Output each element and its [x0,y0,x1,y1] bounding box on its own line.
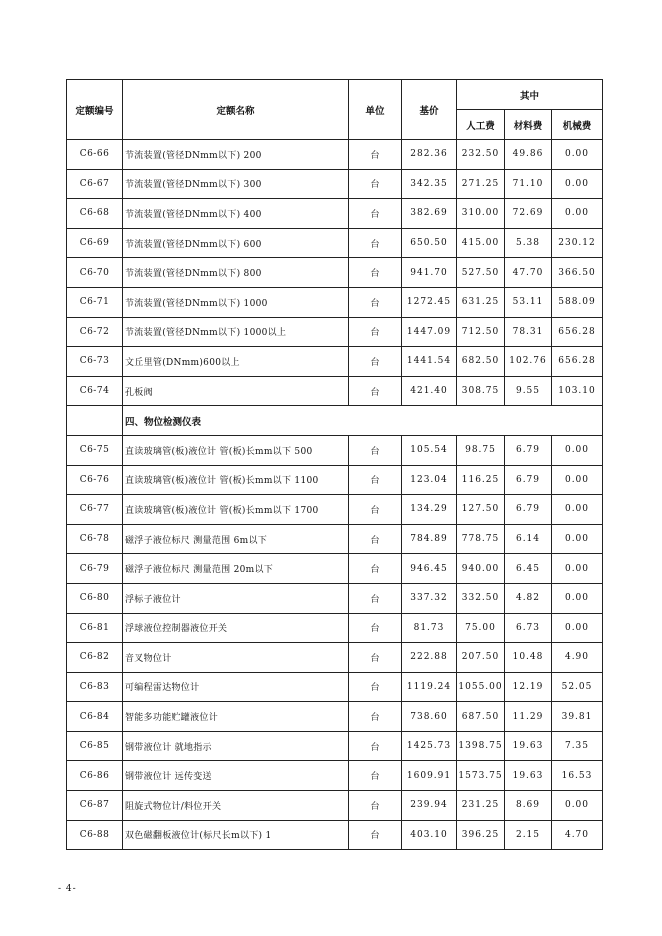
cell-unit: 台 [349,554,402,584]
cell-base-price: 342.35 [402,169,457,199]
cell-machine: 0.00 [552,791,603,821]
cell-labor: 687.50 [457,702,505,732]
cell-labor: 396.25 [457,820,505,850]
cell-code: C6-83 [67,672,123,702]
cell-unit: 台 [349,465,402,495]
cell-name: 节流装置(管径DNmm以下) 300 [123,169,349,199]
cell-unit: 台 [349,702,402,732]
cell-base-price: 123.04 [402,465,457,495]
cell-labor: 332.50 [457,583,505,613]
cell-base-price: 421.40 [402,376,457,406]
table-row [67,287,603,317]
cell-material: 9.55 [505,376,552,406]
cell-machine: 0.00 [552,169,603,199]
cell-code: C6-74 [67,376,123,406]
cell-unit: 台 [349,820,402,850]
cell-unit: 台 [349,169,402,199]
table-row [67,495,603,525]
table-row [67,376,603,406]
cell-name: 节流装置(管径DNmm以下) 1000 [123,287,349,317]
cell-name: 节流装置(管径DNmm以下) 600 [123,228,349,258]
cell-unit: 台 [349,672,402,702]
header-labor: 人工费 [457,110,505,140]
cell-unit: 台 [349,761,402,791]
cell-machine: 0.00 [552,613,603,643]
cell-unit: 台 [349,347,402,377]
cell-code: C6-86 [67,761,123,791]
cell-machine: 230.12 [552,228,603,258]
cell-base-price: 738.60 [402,702,457,732]
cell-labor: 207.50 [457,643,505,673]
cell-material: 5.38 [505,228,552,258]
cell-name: 智能多功能贮罐液位计 [123,702,349,732]
cell-code: C6-77 [67,495,123,525]
cell-code: C6-67 [67,169,123,199]
cell-code: C6-82 [67,643,123,673]
cell-material: 6.73 [505,613,552,643]
cell-name: 浮标子液位计 [123,583,349,613]
cell-machine: 4.70 [552,820,603,850]
cell-name: 磁浮子液位标尺 测量范围 6m以下 [123,524,349,554]
cell-unit: 台 [349,376,402,406]
cell-code: C6-68 [67,199,123,229]
cell-labor: 778.75 [457,524,505,554]
cell-machine: 103.10 [552,376,603,406]
cell-base-price: 1447.09 [402,317,457,347]
cell-base-price: 1425.73 [402,731,457,761]
cell-base-price: 650.50 [402,228,457,258]
cell-labor: 98.75 [457,435,505,465]
cell-name: 节流装置(管径DNmm以下) 200 [123,140,349,170]
cell-labor: 231.25 [457,791,505,821]
cell-unit: 台 [349,731,402,761]
header-material: 材料费 [505,110,552,140]
table-row [67,731,603,761]
cell-name: 阻旋式物位计/料位开关 [123,791,349,821]
cell-material: 11.29 [505,702,552,732]
cell-material: 6.79 [505,465,552,495]
cell-material: 6.79 [505,495,552,525]
cell-labor: 127.50 [457,495,505,525]
table-row [67,524,603,554]
cell-material: 78.31 [505,317,552,347]
cell-material: 53.11 [505,287,552,317]
table-row [67,613,603,643]
cell-labor: 1055.00 [457,672,505,702]
table-row [67,347,603,377]
cell-unit: 台 [349,524,402,554]
cell-material: 19.63 [505,731,552,761]
cell-unit: 台 [349,791,402,821]
cell-code: C6-85 [67,731,123,761]
cell-material: 72.69 [505,199,552,229]
cell-labor: 631.25 [457,287,505,317]
cell-name: 节流装置(管径DNmm以下) 800 [123,258,349,288]
cell-code: C6-79 [67,554,123,584]
cell-machine: 52.05 [552,672,603,702]
cell-base-price: 784.89 [402,524,457,554]
cell-code: C6-87 [67,791,123,821]
quota-table [66,79,603,850]
cell-base-price: 81.73 [402,613,457,643]
header-unit: 单位 [349,80,402,140]
table-row [67,258,603,288]
cell-code: C6-76 [67,465,123,495]
cell-name: 直读玻璃管(板)液位计 管(板)长mm以下 1700 [123,495,349,525]
cell-unit: 台 [349,495,402,525]
cell-name: 节流装置(管径DNmm以下) 1000以上 [123,317,349,347]
cell-name: 文丘里管(DNmm)600以上 [123,347,349,377]
page-number: - 4- [58,884,77,894]
cell-base-price: 282.36 [402,140,457,170]
cell-labor: 415.00 [457,228,505,258]
cell-base-price: 337.32 [402,583,457,613]
cell-name: 钢带液位计 就地指示 [123,731,349,761]
cell-labor: 712.50 [457,317,505,347]
cell-unit: 台 [349,258,402,288]
table-row [67,672,603,702]
cell-base-price: 1119.24 [402,672,457,702]
cell-machine: 0.00 [552,524,603,554]
cell-machine: 656.28 [552,347,603,377]
header-machine: 机械费 [552,110,603,140]
cell-material: 4.82 [505,583,552,613]
cell-unit: 台 [349,287,402,317]
cell-base-price: 105.54 [402,435,457,465]
cell-code: C6-66 [67,140,123,170]
cell-material: 49.86 [505,140,552,170]
cell-material: 12.19 [505,672,552,702]
cell-machine: 16.53 [552,761,603,791]
table-row [67,820,603,850]
cell-code: C6-75 [67,435,123,465]
table-row [67,465,603,495]
header-name: 定额名称 [123,80,349,140]
cell-name: 磁浮子液位标尺 测量范围 20m以下 [123,554,349,584]
cell-name: 直读玻璃管(板)液位计 管(板)长mm以下 1100 [123,465,349,495]
cell-material: 6.45 [505,554,552,584]
cell-machine: 4.90 [552,643,603,673]
cell-name: 双色磁翻板液位计(标尺长m以下) 1 [123,820,349,850]
cell-labor: 1398.75 [457,731,505,761]
cell-machine: 0.00 [552,140,603,170]
cell-labor: 271.25 [457,169,505,199]
cell-base-price: 1441.54 [402,347,457,377]
table-row [67,643,603,673]
cell-base-price: 1609.91 [402,761,457,791]
table-row [67,554,603,584]
cell-material: 8.69 [505,791,552,821]
cell-name: 孔板阀 [123,376,349,406]
section-title: 四、物位检测仪表 [123,406,603,436]
cell-material: 47.70 [505,258,552,288]
table-row [67,199,603,229]
cell-labor: 1573.75 [457,761,505,791]
cell-machine: 0.00 [552,495,603,525]
cell-unit: 台 [349,435,402,465]
cell-code: C6-88 [67,820,123,850]
table-row [67,791,603,821]
cell-material: 2.15 [505,820,552,850]
cell-machine: 588.09 [552,287,603,317]
cell-labor: 116.25 [457,465,505,495]
cell-material: 6.79 [505,435,552,465]
table-header [67,80,603,140]
cell-labor: 308.75 [457,376,505,406]
table-row [67,317,603,347]
table-row [67,702,603,732]
table-body [67,140,603,850]
cell-machine: 0.00 [552,554,603,584]
section-code-cell [67,406,123,436]
cell-code: C6-72 [67,317,123,347]
table-row [67,228,603,258]
cell-name: 浮球液位控制器液位开关 [123,613,349,643]
cell-machine: 0.00 [552,435,603,465]
cell-labor: 527.50 [457,258,505,288]
cell-code: C6-73 [67,347,123,377]
cell-unit: 台 [349,583,402,613]
cell-base-price: 382.69 [402,199,457,229]
cell-code: C6-81 [67,613,123,643]
cell-labor: 232.50 [457,140,505,170]
header-base-price: 基价 [402,80,457,140]
cell-base-price: 941.70 [402,258,457,288]
cell-labor: 310.00 [457,199,505,229]
cell-material: 71.10 [505,169,552,199]
cell-base-price: 222.88 [402,643,457,673]
cell-material: 19.63 [505,761,552,791]
cell-machine: 0.00 [552,583,603,613]
cell-machine: 7.35 [552,731,603,761]
cell-name: 直读玻璃管(板)液位计 管(板)长mm以下 500 [123,435,349,465]
cell-base-price: 946.45 [402,554,457,584]
cell-unit: 台 [349,643,402,673]
cell-labor: 940.00 [457,554,505,584]
cell-machine: 366.50 [552,258,603,288]
cell-code: C6-70 [67,258,123,288]
table-row [67,169,603,199]
cell-material: 102.76 [505,347,552,377]
cell-name: 可编程雷达物位计 [123,672,349,702]
cell-unit: 台 [349,317,402,347]
cell-material: 6.14 [505,524,552,554]
header-code: 定额编号 [67,80,123,140]
cell-unit: 台 [349,228,402,258]
table-row [67,140,603,170]
cell-name: 节流装置(管径DNmm以下) 400 [123,199,349,229]
cell-code: C6-69 [67,228,123,258]
cell-code: C6-71 [67,287,123,317]
cell-code: C6-84 [67,702,123,732]
cell-unit: 台 [349,199,402,229]
cell-unit: 台 [349,140,402,170]
cell-unit: 台 [349,613,402,643]
table-row [67,583,603,613]
table-row [67,435,603,465]
cell-base-price: 134.29 [402,495,457,525]
cell-material: 10.48 [505,643,552,673]
cell-machine: 0.00 [552,465,603,495]
table-row [67,761,603,791]
cell-base-price: 403.10 [402,820,457,850]
cell-base-price: 1272.45 [402,287,457,317]
cell-machine: 656.28 [552,317,603,347]
header-among: 其中 [457,80,603,110]
cell-machine: 39.81 [552,702,603,732]
cell-machine: 0.00 [552,199,603,229]
cell-code: C6-80 [67,583,123,613]
cell-name: 音叉物位计 [123,643,349,673]
cell-name: 钢带液位计 远传变送 [123,761,349,791]
section-row [67,406,603,436]
cell-labor: 682.50 [457,347,505,377]
cell-code: C6-78 [67,524,123,554]
cell-labor: 75.00 [457,613,505,643]
cell-base-price: 239.94 [402,791,457,821]
